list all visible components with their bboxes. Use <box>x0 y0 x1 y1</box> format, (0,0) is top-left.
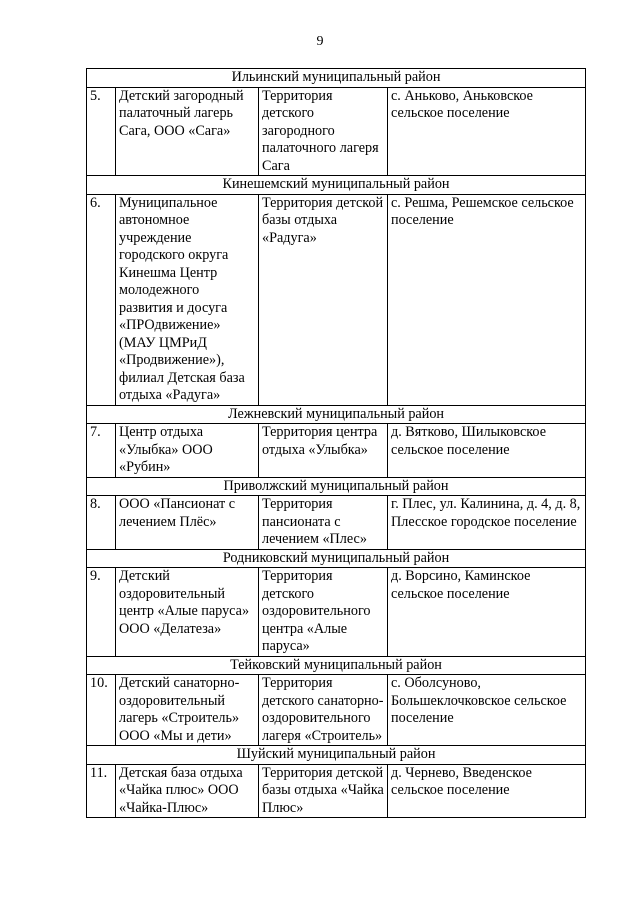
organization-name: Детская база отдыха «Чайка плюс» ООО «Чайка-Плюс» <box>116 764 259 818</box>
district-row <box>87 405 586 424</box>
territory-name: Территория детской базы отдыха «Чайка Плюс» <box>259 764 388 818</box>
table-row <box>87 764 586 818</box>
table-row <box>87 194 586 405</box>
row-number: 11. <box>87 764 116 818</box>
row-number: 5. <box>87 87 116 176</box>
camps-table <box>86 68 586 818</box>
territory-name: Территория детского санаторно-оздоровительного лагеря «Строитель» <box>259 675 388 746</box>
location: г. Плес, ул. Калинина, д. 4, д. 8, Плесское городское поселение <box>388 496 586 550</box>
location: д. Вятково, Шилыковское сельское поселение <box>388 424 586 478</box>
row-number: 10. <box>87 675 116 746</box>
district-name: Кинешемский муниципальный район <box>87 176 586 195</box>
table-row <box>87 87 586 176</box>
row-number: 9. <box>87 568 116 657</box>
district-name: Лежневский муниципальный район <box>87 405 586 424</box>
organization-name: ООО «Пансионат с лечением Плёс» <box>116 496 259 550</box>
row-number: 7. <box>87 424 116 478</box>
territory-name: Территория центра отдыха «Улыбка» <box>259 424 388 478</box>
district-name: Родниковский муниципальный район <box>87 549 586 568</box>
territory-name: Территория пансионата с лечением «Плес» <box>259 496 388 550</box>
location: с. Аньково, Аньковское сельское поселение <box>388 87 586 176</box>
row-number: 8. <box>87 496 116 550</box>
district-row <box>87 477 586 496</box>
organization-name: Детский загородный палаточный лагерь Сага, ООО «Сага» <box>116 87 259 176</box>
territory-name: Территория детского загородного палаточного лагеря Сага <box>259 87 388 176</box>
row-number: 6. <box>87 194 116 405</box>
district-row <box>87 746 586 765</box>
district-row <box>87 549 586 568</box>
table-row <box>87 675 586 746</box>
organization-name: Детский оздоровительный центр «Алые паруса» ООО «Делатеза» <box>116 568 259 657</box>
location: с. Решма, Решемское сельское поселение <box>388 194 586 405</box>
organization-name: Детский санаторно-оздоровительный лагерь «Строитель» ООО «Мы и дети» <box>116 675 259 746</box>
location: д. Ворсино, Каминское сельское поселение <box>388 568 586 657</box>
organization-name: Муниципальное автономное учреждение городского округа Кинешма Центр молодежного развития и досуга «ПРОдвижение» (МАУ ЦМРиД «Продвижение»), филиал Детская база отдыха «Радуга» <box>116 194 259 405</box>
district-name: Приволжский муниципальный район <box>87 477 586 496</box>
district-row <box>87 69 586 88</box>
location: д. Чернево, Введенское сельское поселение <box>388 764 586 818</box>
district-name: Ильинский муниципальный район <box>87 69 586 88</box>
organization-name: Центр отдыха «Улыбка» ООО «Рубин» <box>116 424 259 478</box>
location: с. Оболсуново, Большеклочковское сельское поселение <box>388 675 586 746</box>
table-row <box>87 496 586 550</box>
district-row <box>87 176 586 195</box>
district-name: Тейковский муниципальный район <box>87 656 586 675</box>
page-number: 9 <box>316 34 324 49</box>
table-row <box>87 424 586 478</box>
district-name: Шуйский муниципальный район <box>87 746 586 765</box>
territory-name: Территория детского оздоровительного центра «Алые паруса» <box>259 568 388 657</box>
table-row <box>87 568 586 657</box>
district-row <box>87 656 586 675</box>
territory-name: Территория детской базы отдыха «Радуга» <box>259 194 388 405</box>
